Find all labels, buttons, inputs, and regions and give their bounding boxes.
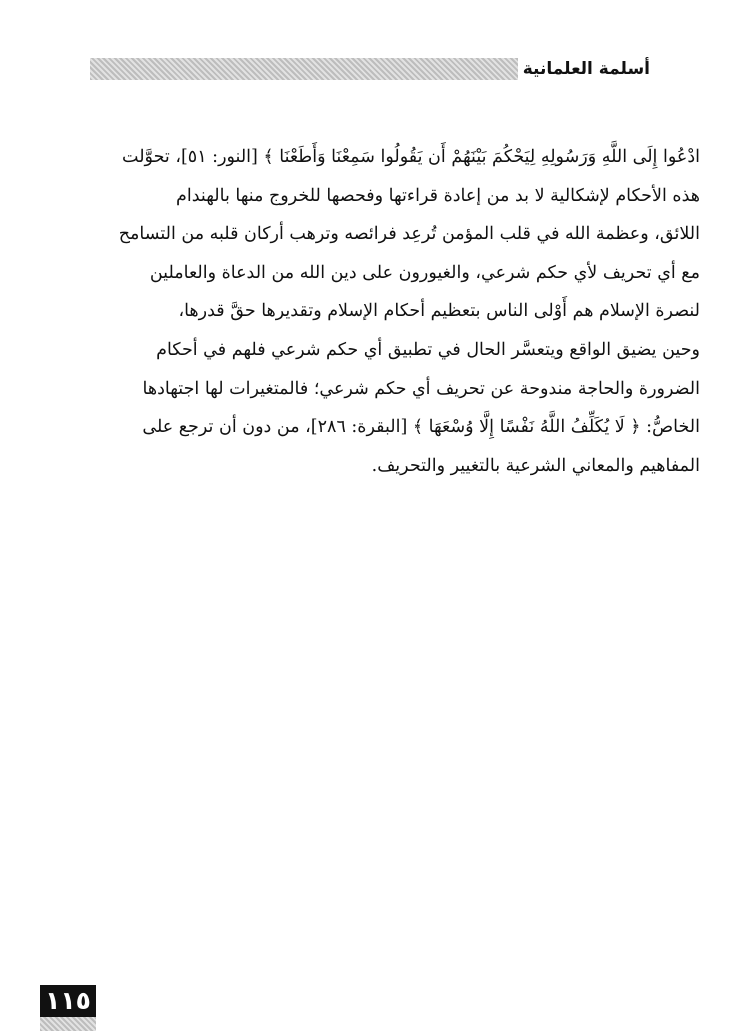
text-line: مع أي تحريف لأي حكم شرعي، والغيورون على دين الله من الدعاة والعاملين <box>149 262 700 283</box>
text-line: وحين يضيق الواقع ويتعسَّر الحال في تطبيق أي حكم شرعي فلهم في أحكام <box>156 339 700 360</box>
text-line: اللائق، وعظمة الله في قلب المؤمن تُرعِد فرائصه وترهب أركان قلبه من التسامح <box>118 224 700 245</box>
body-paragraph <box>62 138 700 485</box>
text-line: هذه الأحكام لإشكالية لا بد من إعادة قراءتها وفحصها للخروج منها بالهندام <box>176 185 700 206</box>
text-line: ادْعُوا إِلَى اللَّهِ وَرَسُولِهِ لِيَحْكُمَ بَيْنَهُمْ أَن يَقُولُوا سَمِعْنَا وَأَطَعْنَا ﴾ [النور: ٥١]، تحوَّلت <box>122 147 700 167</box>
page-number-decoration <box>40 1017 96 1031</box>
text-line: لنصرة الإسلام هم أَوْلى الناس بتعظيم أحكام الإسلام وتقديرها حقَّ قدرها، <box>178 301 700 322</box>
header-decorative-bar <box>90 58 518 80</box>
page-number: ١١٥ <box>40 985 96 1017</box>
running-header-title: أسلمة العلمانية <box>522 59 650 79</box>
text-line: المفاهيم والمعاني الشرعية بالتغيير والتحريف. <box>371 455 700 476</box>
text-line: الضرورة والحاجة مندوحة عن تحريف أي حكم شرعي؛ فالمتغيرات لها اجتهادها <box>142 378 700 399</box>
text-line: الخاصُّ: ﴿ لَا يُكَلِّفُ اللَّهُ نَفْسًا إِلَّا وُسْعَهَا ﴾ [البقرة: ٢٨٦]، من دون أن ترجع على <box>142 417 700 438</box>
